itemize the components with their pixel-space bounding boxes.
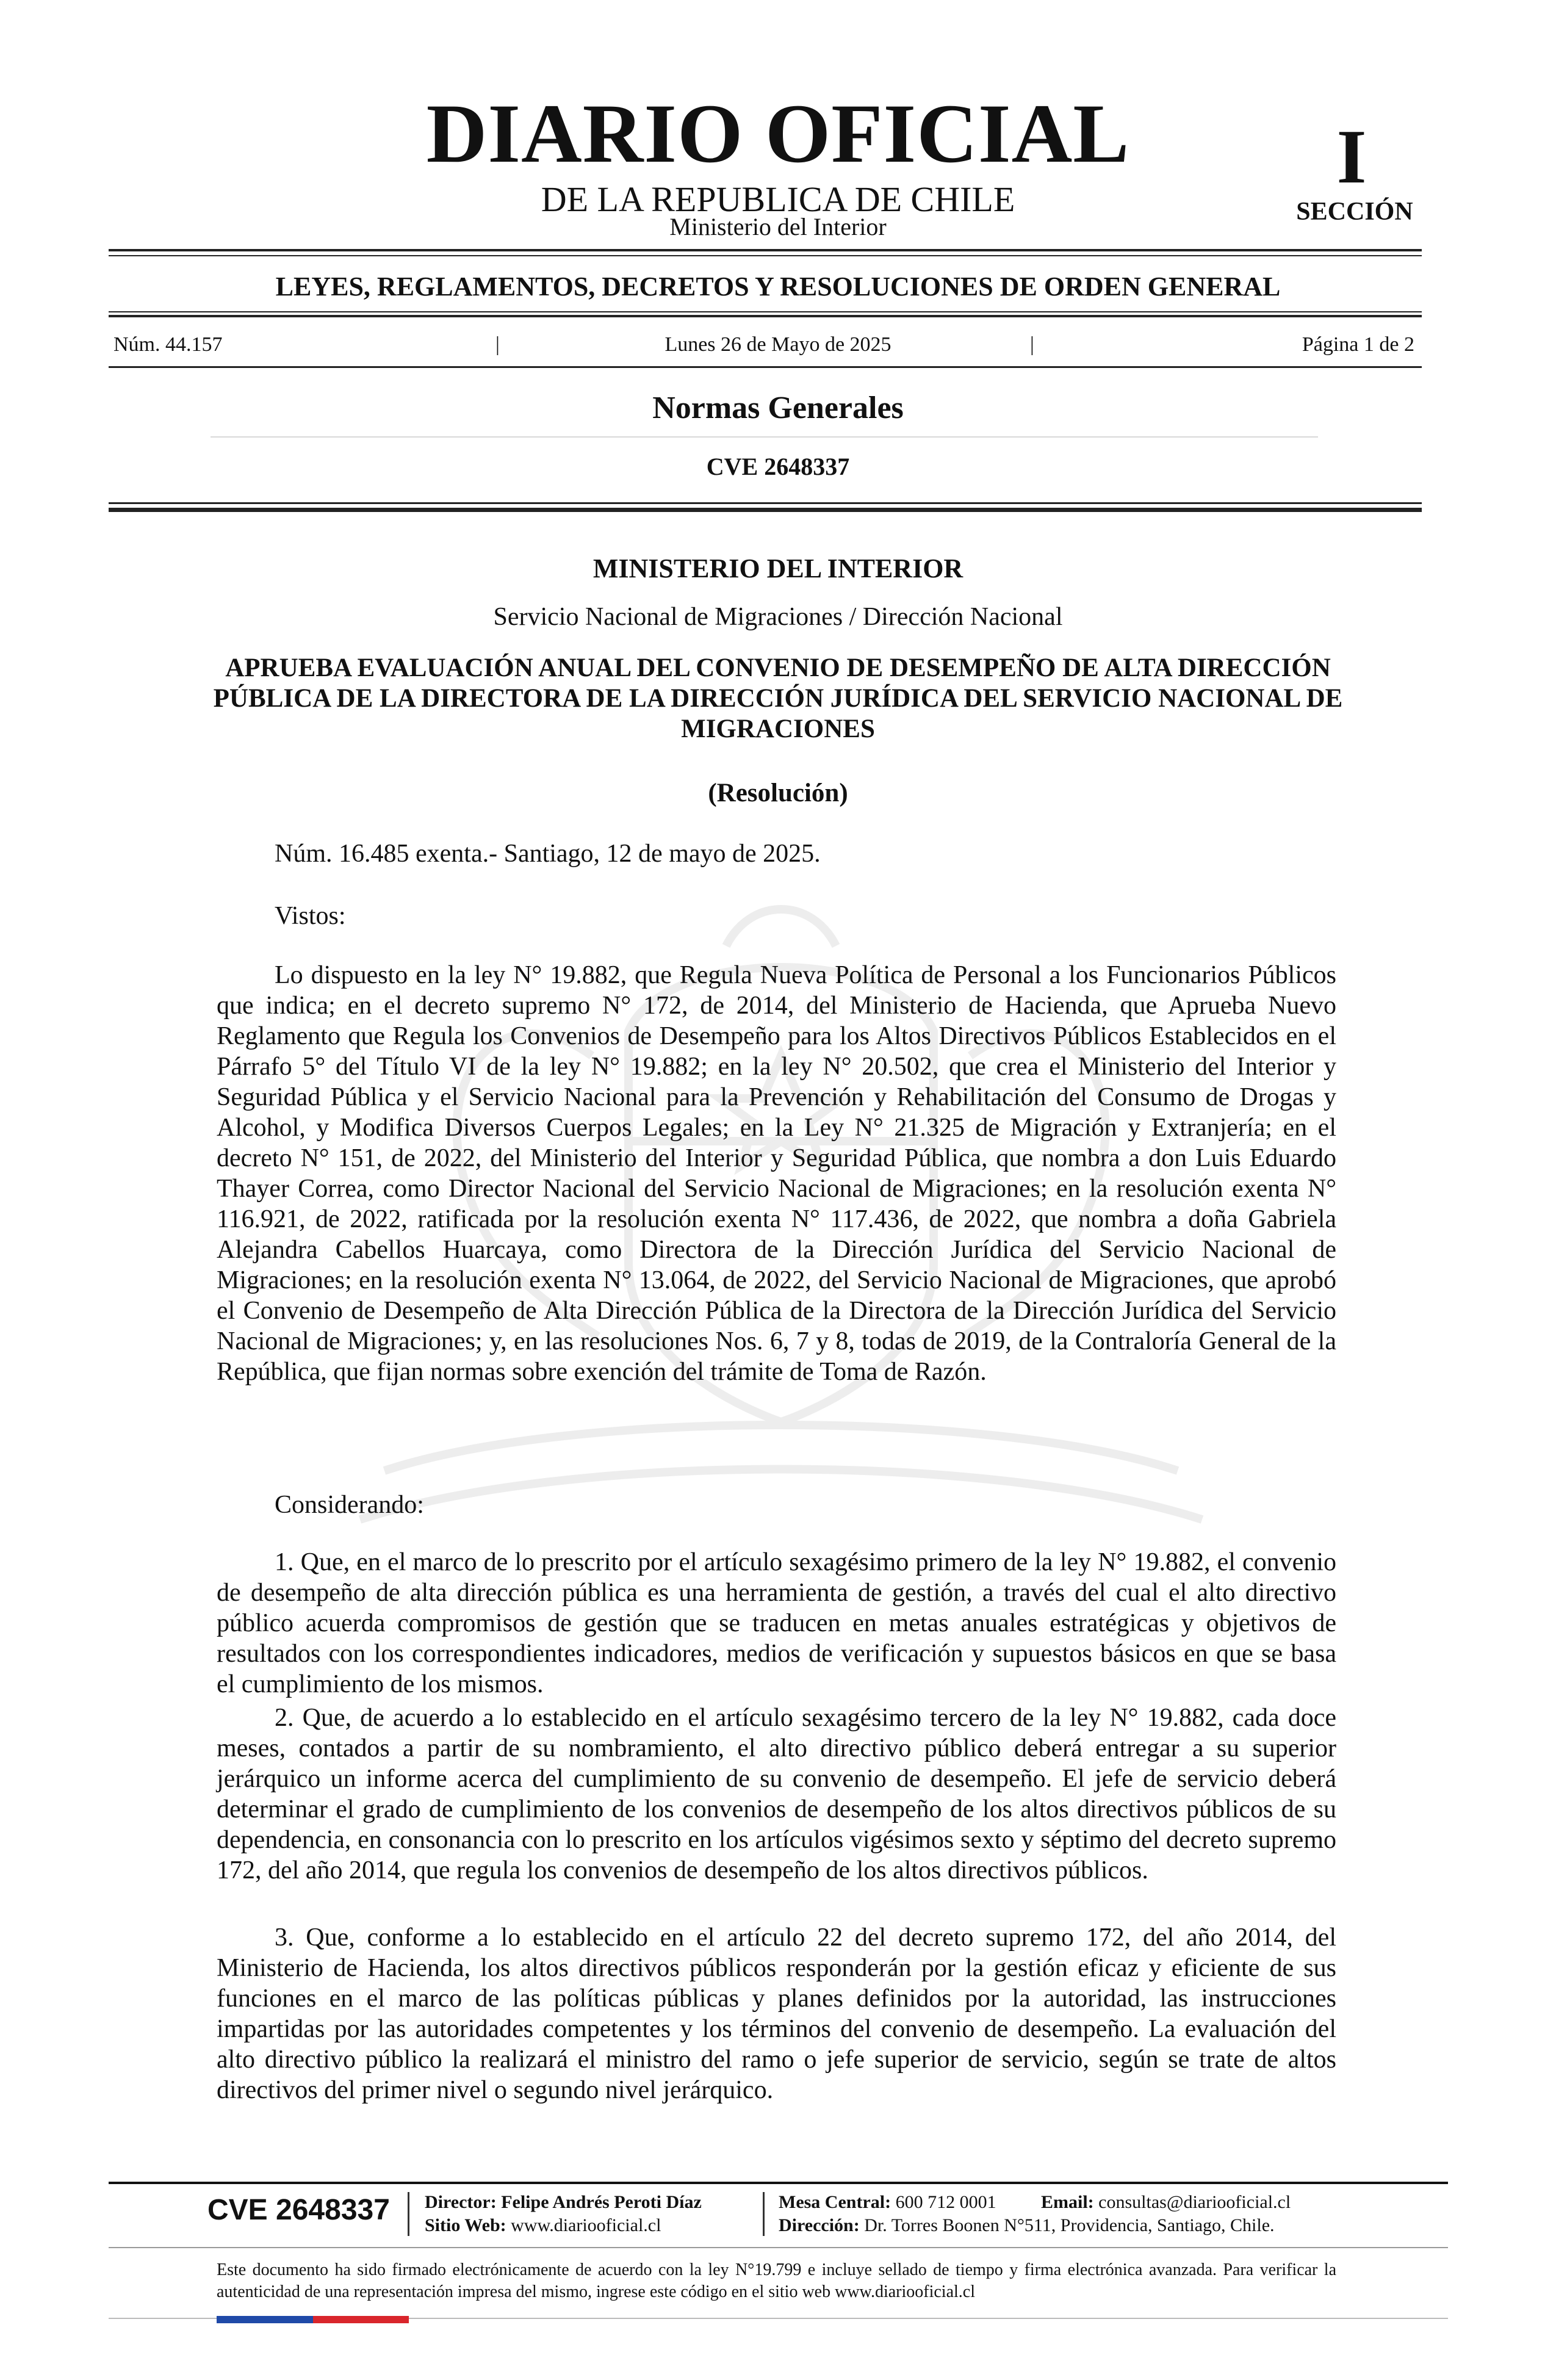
considerando-item: 2. Que, de acuerdo a lo establecido en el artículo sexagésimo tercero de la ley N° 19.882, cada doce meses, contados a partir de su nombramiento, el alto directivo público deberá entregar a su superior jerárquico un informe acerca del cumplimiento de su convenio de desempeño. El jefe de servicio deberá determinar el grado de cumplimiento de los convenios de desempeño de los altos directivos públicos de su dependencia, en consonancia con lo prescrito en los artículos vigésimos sexto y séptimo del decreto supremo 172, del año 2014, que regula los convenios de desempeño de los altos directivos públicos. [217,1704,1336,1884]
email-link[interactable]: consultas@diariooficial.cl [1098,2192,1291,2212]
footer-email [1041,2191,1291,2214]
flag-red-band [313,2316,409,2323]
resolution-label: (Resolución) [708,779,848,807]
subtitle-rule-top [109,311,1422,312]
header-rule-thin [109,255,1422,256]
masthead-subtitle: DE LA REPUBLICA DE CHILE [541,179,1015,219]
site-link[interactable]: www.diariooficial.cl [511,2215,661,2235]
issue-number: Núm. 44.157 [113,333,223,356]
section-number: I [1336,115,1367,200]
masthead-ministry: Ministerio del Interior [669,213,887,240]
header-rule [109,249,1422,251]
meta-separator: | [495,333,500,356]
issue-date: Lunes 26 de Mayo de 2025 [665,333,891,356]
flag-blue-band [217,2316,313,2323]
footer-phone [779,2191,996,2214]
norms-title: Normas Generales [652,391,904,425]
cve-rule-thick [109,508,1422,512]
meta-separator: | [1030,333,1034,356]
director-label: Director: [425,2192,497,2212]
subtitle-rule-top-thick [109,315,1422,317]
footer-address [779,2214,1275,2237]
document-title: APRUEBA EVALUACIÓN ANUAL DEL CONVENIO DE DESEMPEÑO DE ALTA DIRECCIÓN PÚBLICA DE LA DIRECTORA DE LA DIRECCIÓN JURÍDICA DEL SERVICIO NACIONAL DE MIGRACIONES [213,654,1343,743]
phone-label: Mesa Central: [779,2192,891,2212]
section-label: SECCIÓN [1296,198,1413,226]
service-line: Servicio Nacional de Migraciones / Dirección Nacional [493,603,1063,631]
email-label: Email: [1041,2192,1094,2212]
cve-rule [109,502,1422,504]
footer-cve-code: CVE 2648337 [207,2194,390,2226]
director-name: Felipe Andrés Peroti Díaz [501,2192,702,2212]
footer-site [425,2214,661,2237]
meta-rule [109,366,1422,368]
footer-separator [408,2192,409,2236]
section-subtitle: LEYES, REGLAMENTOS, DECRETOS Y RESOLUCIONES DE ORDEN GENERAL [275,272,1281,301]
page-indicator: Página 1 de 2 [1302,333,1414,356]
cve-code: CVE 2648337 [706,453,850,480]
site-label: Sitio Web: [425,2215,506,2235]
phone-value: 600 712 0001 [895,2192,996,2212]
vistos-label: Vistos: [275,902,346,930]
footer-legal-note: Este documento ha sido firmado electrónicamente de acuerdo con la ley N°19.799 e incluye sellado de tiempo y firma electrónica avanzada. Para verificar la autenticidad de una representación impresa del mismo, ingrese este código en el sitio web www.diariooficial.cl [217,2260,1336,2301]
footer-director [425,2191,702,2214]
ministry-heading: MINISTERIO DEL INTERIOR [593,554,963,583]
resolution-number: Núm. 16.485 exenta.- Santiago, 12 de mayo de 2025. [275,840,821,868]
footer-divider [109,2247,1448,2248]
flag-stripe [217,2316,409,2323]
vistos-paragraph: Lo dispuesto en la ley N° 19.882, que Regula Nueva Política de Personal a los Funcionarios Públicos que indica; en el decreto supremo N° 172, de 2014, del Ministerio de Hacienda, que Aprueba Nuevo Reglamento que Regula los Convenios de Desempeño para los Altos Directivos Públicos Establecidos en el Párrafo 5° del Título VI de la ley N° 19.882; en la ley N° 20.502, que crea el Ministerio del Interior y Seguridad Pública y el Servicio Nacional para la Prevención y Rehabilitación del Consumo de Drogas y Alcohol, y Modifica Diversos Cuerpos Legales; en la Ley N° 21.325 de Migración y Extranjería; en el decreto N° 151, de 2022, del Ministerio del Interior y Seguridad Pública, que nombra a don Luis Eduardo Thayer Correa, como Director Nacional del Servicio Nacional de Migraciones; en la resolución exenta N° 116.921, de 2022, ratificada por la resolución exenta N° 117.436, de 2022, que nombra a doña Gabriela Alejandra Cabellos Huarcaya, como Directora de la Dirección Jurídica del Servicio Nacional de Migraciones; en la resolución exenta N° 13.064, de 2022, del Servicio Nacional de Migraciones, que aprobó el Convenio de Desempeño de Alta Dirección Pública de la Directora de la Dirección Jurídica del Servicio Nacional de Migraciones; y, en las resoluciones Nos. 6, 7 y 8, todas de 2019, de la Contraloría General de la República, que fijan normas sobre exención del trámite de Toma de Razón. [217,961,1336,1386]
considerando-item: 1. Que, en el marco de lo prescrito por el artículo sexagésimo primero de la ley N° 19.882, el convenio de desempeño de alta dirección pública es una herramienta de gestión, a través del cual el alto directivo público acuerda compromisos de gestión que se traducen en metas anuales estratégicas y objetivos de resultados con los correspondientes indicadores, medios de verificación y supuestos básicos en que se basa el cumplimiento de los mismos. [217,1548,1336,1698]
considerando-label: Considerando: [275,1491,424,1519]
considerando-item: 3. Que, conforme a lo establecido en el artículo 22 del decreto supremo 172, del año 2014, del Ministerio de Hacienda, los altos directivos públicos responderán por la gestión eficaz y eficiente de sus funciones en el marco de las políticas públicas y planes definidos por la autoridad, las instrucciones impartidas por las autoridades competentes y los términos del convenio de desempeño. La evaluación del alto directivo público la realizará el ministro del ramo o jefe superior de servicio, según se trate de altos directivos del primer nivel o segundo nivel jerárquico. [217,1924,1336,2104]
footer-separator [763,2192,765,2236]
masthead-title: DIARIO OFICIAL [426,87,1130,180]
footer-rule [109,2182,1448,2184]
address-value: Dr. Torres Boonen N°511, Providencia, Santiago, Chile. [864,2215,1275,2235]
address-label: Dirección: [779,2215,860,2235]
norms-divider [211,436,1318,438]
